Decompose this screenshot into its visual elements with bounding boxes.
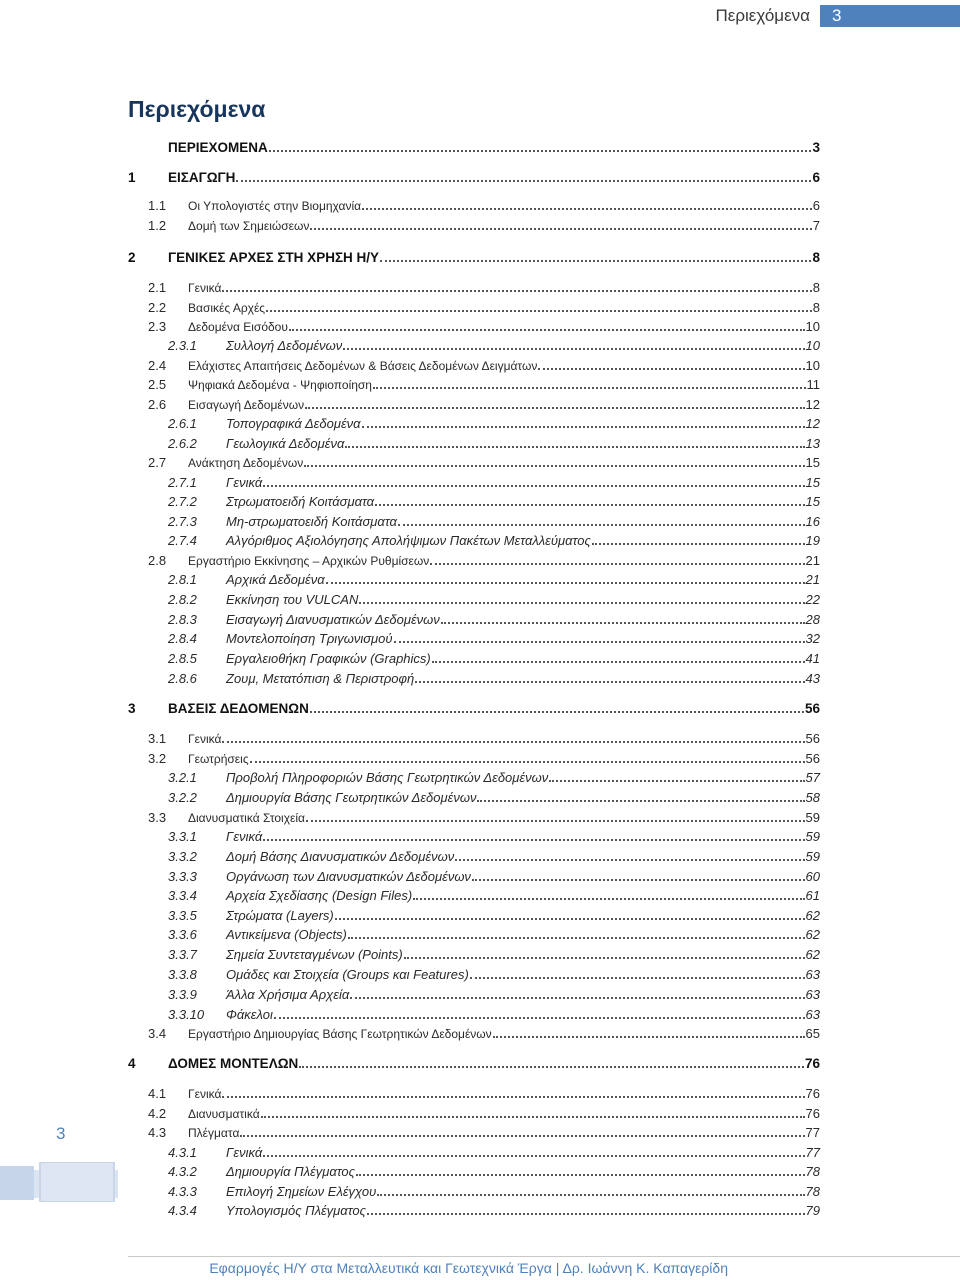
toc-entry[interactable] — [168, 847, 820, 866]
toc-leader-dots — [362, 207, 812, 210]
footer-divider — [128, 1256, 960, 1257]
toc-leader-dots — [430, 562, 804, 565]
toc-entry-page: 3 — [812, 140, 820, 155]
toc-entry-number: 2.3.1 — [168, 338, 197, 353]
header-title: Περιεχόμενα — [715, 6, 810, 25]
toc-leader-dots — [470, 976, 805, 979]
toc-entry-number: 3 — [128, 701, 136, 716]
toc-entry-number: 2.7.4 — [168, 533, 197, 548]
toc-entry[interactable] — [128, 138, 820, 157]
toc-entry-number: 2.8 — [148, 553, 167, 568]
toc-entry[interactable] — [168, 669, 820, 688]
toc-entry-title: Υπολογισμός Πλέγματος — [226, 1203, 366, 1218]
toc-entry-number: 3.2.2 — [168, 790, 197, 805]
toc-entry-title: Εκκίνηση του VULCAN — [226, 592, 359, 607]
toc-entry-page: 28 — [805, 612, 820, 627]
toc-leader-dots — [432, 660, 805, 663]
toc-entry[interactable] — [168, 867, 820, 886]
toc-leader-dots — [362, 425, 805, 428]
toc-leader-dots — [222, 740, 804, 743]
toc-entry-title: Ανάκτηση Δεδομένων — [188, 456, 304, 470]
toc-entry-page: 76 — [804, 1056, 820, 1071]
toc-entry-title: Τοπογραφικά Δεδομένα — [226, 416, 361, 431]
toc-entry-number: 4.3.4 — [168, 1203, 197, 1218]
toc-entry-title: Σημεία Συντεταγμένων (Points) — [226, 947, 403, 962]
toc-entry[interactable] — [168, 827, 820, 846]
toc-entry[interactable] — [148, 453, 820, 472]
toc-leader-dots — [375, 503, 804, 506]
toc-leader-dots — [377, 1193, 804, 1196]
toc-entry[interactable] — [168, 1182, 820, 1201]
toc-entry-page: 65 — [805, 1026, 820, 1041]
toc-leader-dots — [306, 819, 805, 822]
toc-entry-page: 58 — [805, 790, 820, 805]
toc-leader-dots — [326, 581, 805, 584]
toc-leader-dots — [261, 1115, 805, 1118]
toc-entry-title: Άλλα Χρήσιμα Αρχεία — [226, 987, 350, 1002]
header-page-number: 3 — [820, 5, 960, 27]
toc-entry-title: Εργαστήριο Δημιουργίας Βάσης Γεωτρητικών Δεδομένων — [188, 1027, 492, 1041]
toc-leader-dots — [415, 680, 804, 683]
toc-entry-page: 6 — [812, 198, 820, 213]
toc-entry-title: Οι Υπολογιστές στην Βιομηχανία — [188, 199, 362, 213]
toc-entry-page: 43 — [805, 671, 820, 686]
toc-entry[interactable] — [148, 395, 820, 414]
toc-entry-title: Ελάχιστες Απαιτήσεις Δεδομένων & Βάσεις Δεδομένων Δειγμάτων — [188, 359, 538, 373]
toc-entry-page: 10 — [805, 319, 820, 334]
toc-entry-page: 57 — [805, 770, 820, 785]
toc-entry-number: 2 — [128, 250, 136, 265]
toc-leader-dots — [394, 640, 805, 643]
toc-entry-number: 3.3.9 — [168, 987, 197, 1002]
toc-entry-number: 2.7.2 — [168, 494, 197, 509]
toc-entry-page: 63 — [805, 987, 820, 1002]
toc-leader-dots — [380, 259, 811, 262]
page-header — [715, 5, 960, 27]
toc-leader-dots — [592, 542, 805, 545]
toc-entry-title: Αρχικά Δεδομένα — [226, 572, 325, 587]
toc-entry-title: Βασικές Αρχές — [188, 301, 266, 315]
toc-leader-dots — [549, 779, 804, 782]
toc-entry[interactable] — [168, 473, 820, 492]
toc-leader-dots — [250, 760, 805, 763]
toc-entry-title: Εισαγωγή Διανυσματικών Δεδομένων — [226, 612, 440, 627]
toc-entry-number: 1.2 — [148, 218, 167, 233]
toc-entry[interactable] — [148, 196, 820, 215]
toc-leader-dots — [310, 710, 804, 713]
toc-entry[interactable] — [148, 278, 820, 297]
toc-entry[interactable] — [168, 788, 820, 807]
toc-entry-title: Γεωτρήσεις — [188, 752, 249, 766]
toc-entry[interactable] — [168, 1005, 820, 1024]
toc-entry-page: 56 — [805, 751, 820, 766]
toc-entry-number: 3.4 — [148, 1026, 167, 1041]
toc-entry[interactable] — [148, 808, 820, 827]
toc-entry-page: 59 — [805, 829, 820, 844]
toc-entry-title: Γενικά — [188, 732, 222, 746]
toc-leader-dots — [236, 179, 811, 182]
toc-entry-title: Δομή των Σημειώσεων — [188, 219, 310, 233]
toc-entry-page: 21 — [805, 553, 820, 568]
toc-entry-page: 41 — [805, 651, 820, 666]
toc-entry-title: Πλέγματα — [188, 1126, 240, 1140]
side-page-number: 3 — [56, 1124, 66, 1143]
toc-entry-title: Εργαλειοθήκη Γραφικών (Graphics) — [226, 651, 431, 666]
toc-entry-title: Δημιουργία Πλέγματος — [226, 1164, 355, 1179]
toc-leader-dots — [398, 523, 805, 526]
toc-leader-dots — [441, 621, 805, 624]
toc-entry-number: 4.3.2 — [168, 1164, 197, 1179]
toc-leader-dots — [350, 996, 804, 999]
toc-entry-number: 2.4 — [148, 358, 167, 373]
side-decoration — [0, 1162, 118, 1202]
toc-entry[interactable] — [168, 768, 820, 787]
toc-entry[interactable] — [168, 985, 820, 1004]
toc-entry-title: Αλγόριθμος Αξιολόγησης Απολήψιμων Πακέτων Μεταλλεύματος — [226, 533, 591, 548]
toc-entry[interactable] — [168, 945, 820, 964]
toc-entry-number: 3.3 — [148, 810, 167, 825]
toc-entry-title: ΠΕΡΙΕΧΟΜΕΝΑ — [168, 140, 268, 155]
toc-entry[interactable] — [168, 1143, 820, 1162]
toc-entry-number: 1 — [128, 170, 136, 185]
toc-leader-dots — [373, 386, 806, 389]
toc-entry-page: 12 — [805, 416, 820, 431]
toc-entry-number: 2.8.6 — [168, 671, 197, 686]
toc-entry-page: 79 — [805, 1203, 820, 1218]
toc-leader-dots — [367, 1212, 805, 1215]
document-title: Περιεχόμενα — [128, 96, 266, 122]
toc-entry-page: 8 — [812, 280, 820, 295]
toc-leader-dots — [538, 367, 804, 370]
toc-entry-number: 3.3.6 — [168, 927, 197, 942]
toc-entry-title: Δημιουργία Βάσης Γεωτρητικών Δεδομένων — [226, 790, 477, 805]
toc-entry-title: ΒΑΣΕΙΣ ΔΕΔΟΜΕΝΩΝ — [168, 701, 309, 716]
toc-entry-page: 12 — [805, 397, 820, 412]
toc-entry-number: 2.8.1 — [168, 572, 197, 587]
toc-entry-page: 62 — [805, 947, 820, 962]
toc-entry-title: Γενικά — [188, 1087, 222, 1101]
toc-entry-page: 15 — [805, 455, 820, 470]
toc-entry-number: 2.8.5 — [168, 651, 197, 666]
toc-entry-number: 3.3.5 — [168, 908, 197, 923]
toc-entry-title: Αντικείμενα (Objects) — [226, 927, 347, 942]
toc-entry[interactable] — [168, 610, 820, 629]
toc-entry[interactable] — [168, 965, 820, 984]
toc-entry-number: 3.3.2 — [168, 849, 197, 864]
toc-entry-title: Μοντελοποίηση Τριγωνισμού — [226, 631, 393, 646]
toc-entry[interactable] — [168, 570, 820, 589]
toc-leader-dots — [222, 1095, 804, 1098]
toc-entry-number: 3.3.10 — [168, 1007, 205, 1022]
toc-entry-number: 2.7.3 — [168, 514, 197, 529]
toc-leader-dots — [343, 347, 804, 350]
toc-leader-dots — [240, 1134, 804, 1137]
toc-leader-dots — [269, 149, 812, 152]
toc-entry-title: ΕΙΣΑΓΩΓΗ — [168, 170, 236, 185]
toc-entry-title: Δομή Βάσης Διανυσματικών Δεδομένων — [226, 849, 455, 864]
toc-entry-page: 76 — [805, 1106, 820, 1121]
toc-entry-title: Επιλογή Σημείων Ελέγχου — [226, 1184, 377, 1199]
toc-entry-page: 13 — [805, 436, 820, 451]
toc-leader-dots — [413, 897, 804, 900]
toc-entry[interactable] — [168, 512, 820, 531]
toc-entry-title: Γενικά — [226, 1145, 263, 1160]
toc-entry-title: Οργάνωση των Διανυσματικών Δεδομένων — [226, 869, 471, 884]
toc-entry-title: Στρωματοειδή Κοιτάσματα — [226, 494, 375, 509]
toc-entry[interactable] — [148, 298, 820, 317]
toc-entry-page: 10 — [805, 358, 820, 373]
toc-entry[interactable] — [168, 1162, 820, 1181]
toc-entry-number: 2.1 — [148, 280, 167, 295]
toc-entry-page: 56 — [805, 731, 820, 746]
toc-leader-dots — [493, 1035, 805, 1038]
toc-entry-page: 56 — [804, 701, 820, 716]
toc-leader-dots — [263, 838, 804, 841]
toc-entry-page: 76 — [805, 1086, 820, 1101]
toc-leader-dots — [359, 601, 804, 604]
toc-entry[interactable] — [128, 168, 820, 187]
toc-entry-page: 8 — [812, 300, 820, 315]
toc-leader-dots — [222, 289, 811, 292]
toc-entry-number: 2.6.2 — [168, 436, 197, 451]
toc-entry[interactable] — [168, 925, 820, 944]
toc-entry[interactable] — [148, 317, 820, 336]
toc-leader-dots — [477, 799, 804, 802]
toc-entry-page: 7 — [812, 218, 820, 233]
toc-entry-page: 19 — [805, 533, 820, 548]
toc-entry-number: 4.3 — [148, 1125, 167, 1140]
toc-entry-number: 4.2 — [148, 1106, 167, 1121]
toc-entry-page: 59 — [805, 849, 820, 864]
toc-entry-number: 2.6 — [148, 397, 167, 412]
toc-entry-page: 62 — [805, 908, 820, 923]
toc-leader-dots — [335, 917, 805, 920]
toc-entry[interactable] — [128, 248, 820, 267]
toc-entry-page: 78 — [805, 1184, 820, 1199]
toc-entry[interactable] — [168, 629, 820, 648]
toc-leader-dots — [472, 878, 805, 881]
toc-entry-number: 2.8.4 — [168, 631, 197, 646]
toc-entry-number: 3.3.8 — [168, 967, 197, 982]
toc-leader-dots — [266, 309, 812, 312]
toc-entry-page: 8 — [812, 250, 820, 265]
toc-entry[interactable] — [168, 336, 820, 355]
toc-entry-title: Φάκελοι — [226, 1007, 273, 1022]
toc-entry-title: Εισαγωγή Δεδομένων — [188, 398, 305, 412]
toc-leader-dots — [263, 484, 804, 487]
toc-entry[interactable] — [128, 1054, 820, 1073]
toc-entry[interactable] — [148, 1024, 820, 1043]
toc-entry[interactable] — [148, 1123, 820, 1142]
toc-entry-title: ΔΟΜΕΣ ΜΟΝΤΕΛΩΝ — [168, 1056, 299, 1071]
toc-leader-dots — [356, 1173, 805, 1176]
toc-entry[interactable] — [168, 590, 820, 609]
toc-entry-title: Προβολή Πληροφοριών Βάσης Γεωτρητικών Δεδομένων — [226, 770, 549, 785]
toc-leader-dots — [304, 464, 804, 467]
toc-entry-page: 63 — [805, 967, 820, 982]
toc-entry-page: 77 — [805, 1125, 820, 1140]
toc-leader-dots — [274, 1016, 805, 1019]
toc-entry[interactable] — [148, 1104, 820, 1123]
toc-entry-title: Διανυσματικά — [188, 1107, 260, 1121]
toc-entry-title: Εργαστήριο Εκκίνησης – Αρχικών Ρυθμίσεων — [188, 554, 430, 568]
toc-entry-title: Διανυσματικά Στοιχεία — [188, 811, 305, 825]
toc-entry-title: Γενικά — [226, 475, 263, 490]
toc-entry[interactable] — [168, 906, 820, 925]
toc-entry-page: 15 — [805, 494, 820, 509]
toc-entry[interactable] — [168, 886, 820, 905]
toc-entry-page: 77 — [805, 1145, 820, 1160]
toc-entry[interactable] — [128, 699, 820, 718]
footer-text: Εφαρμογές Η/Υ στα Μεταλλευτικά και Γεωτεχνικά Έργα | Δρ. Ιωάννη Κ. Καπαγερίδη — [209, 1260, 728, 1276]
toc-entry[interactable] — [168, 649, 820, 668]
toc-entry-title: Ζουμ, Μετατόπιση & Περιστροφή — [226, 671, 415, 686]
toc-entry-page: 16 — [805, 514, 820, 529]
toc-entry-title: Μη-στρωματοειδή Κοιτάσματα — [226, 514, 397, 529]
toc-entry-number: 2.7 — [148, 455, 167, 470]
toc-entry-number: 4.3.3 — [168, 1184, 197, 1199]
toc-entry-number: 2.6.1 — [168, 416, 197, 431]
toc-entry[interactable] — [148, 375, 820, 394]
toc-entry-page: 32 — [805, 631, 820, 646]
toc-entry-page: 62 — [805, 927, 820, 942]
toc-entry[interactable] — [148, 216, 820, 235]
toc-entry-number: 1.1 — [148, 198, 167, 213]
toc-entry[interactable] — [168, 414, 820, 433]
toc-leader-dots — [404, 956, 805, 959]
toc-entry-number: 2.2 — [148, 300, 167, 315]
toc-entry-number: 2.3 — [148, 319, 167, 334]
toc-entry-page: 61 — [805, 888, 820, 903]
toc-entry-page: 59 — [805, 810, 820, 825]
toc-entry-title: Ομάδες και Στοιχεία (Groups και Features) — [226, 967, 469, 982]
toc-entry-title: Γεωλογικά Δεδομένα — [226, 436, 345, 451]
toc-entry-title: Αρχεία Σχεδίασης (Design Files) — [226, 888, 413, 903]
toc-entry-title: Ψηφιακά Δεδομένα - Ψηφιοποίηση — [188, 378, 372, 392]
toc-entry-number: 4.3.1 — [168, 1145, 197, 1160]
toc-leader-dots — [305, 406, 804, 409]
toc-entry-number: 3.2.1 — [168, 770, 197, 785]
toc-entry-title: Γενικά — [188, 281, 222, 295]
toc-entry[interactable] — [148, 749, 820, 768]
toc-entry-number: 3.3.3 — [168, 869, 197, 884]
toc-entry-page: 11 — [806, 377, 820, 392]
toc-leader-dots — [345, 445, 804, 448]
toc-entry-page: 21 — [805, 572, 820, 587]
toc-entry-page: 22 — [805, 592, 820, 607]
toc-entry-number: 2.5 — [148, 377, 167, 392]
toc-entry-page: 60 — [805, 869, 820, 884]
toc-entry-page: 6 — [812, 170, 820, 185]
toc-entry-page: 10 — [805, 338, 820, 353]
toc-entry-title: Δεδομένα Εισόδου — [188, 320, 288, 334]
toc-entry-number: 4 — [128, 1056, 136, 1071]
toc-leader-dots — [289, 328, 805, 331]
toc-entry-page: 63 — [805, 1007, 820, 1022]
toc-entry[interactable] — [148, 729, 820, 748]
toc-entry-title: ΓΕΝΙΚΕΣ ΑΡΧΕΣ ΣΤΗ ΧΡΗΣΗ Η/Υ — [168, 250, 380, 265]
toc-entry-number: 2.8.2 — [168, 592, 197, 607]
toc-entry-number: 3.3.7 — [168, 947, 197, 962]
toc-leader-dots — [263, 1154, 804, 1157]
toc-entry[interactable] — [168, 492, 820, 511]
toc-entry-title: Συλλογή Δεδομένων — [226, 338, 343, 353]
toc-entry[interactable] — [168, 531, 820, 550]
toc-entry-page: 15 — [805, 475, 820, 490]
toc-entry[interactable] — [148, 1084, 820, 1103]
toc-entry-number: 3.2 — [148, 751, 167, 766]
toc-leader-dots — [310, 227, 811, 230]
toc-entry-number: 2.7.1 — [168, 475, 197, 490]
toc-entry[interactable] — [148, 551, 820, 570]
toc-entry-page: 78 — [805, 1164, 820, 1179]
toc-entry-number: 3.1 — [148, 731, 167, 746]
toc-entry-number: 4.1 — [148, 1086, 167, 1101]
toc-entry[interactable] — [148, 356, 820, 375]
toc-leader-dots — [455, 858, 804, 861]
toc-entry-number: 3.3.4 — [168, 888, 197, 903]
toc-entry-title: Στρώματα (Layers) — [226, 908, 334, 923]
toc-leader-dots — [299, 1065, 804, 1068]
toc-leader-dots — [348, 936, 805, 939]
toc-entry-title: Γενικά — [226, 829, 263, 844]
toc-entry-number: 3.3.1 — [168, 829, 197, 844]
toc-entry-number: 2.8.3 — [168, 612, 197, 627]
toc-entry[interactable] — [168, 434, 820, 453]
toc-entry[interactable] — [168, 1201, 820, 1220]
